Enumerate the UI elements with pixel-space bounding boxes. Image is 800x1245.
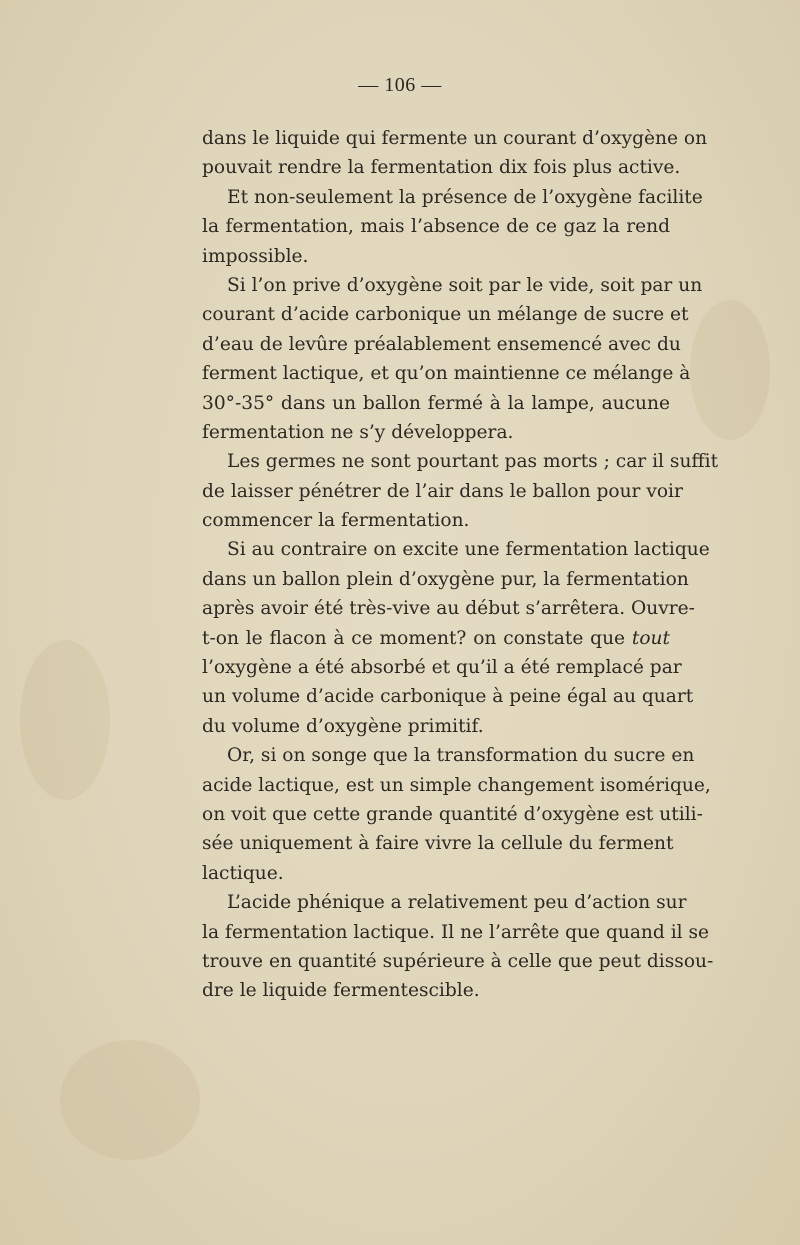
- text-line: après avoir été très-vive au début s’arrêtera. Ouvre-: [202, 598, 695, 620]
- text-line: Si au contraire on excite une fermentation lactique: [227, 539, 710, 561]
- body-text: [202, 124, 719, 1006]
- text-line: courant d’acide carbonique un mélange de sucre et: [202, 304, 689, 326]
- text-line: d’eau de levûre préalablement ensemencé avec du: [202, 333, 681, 355]
- paper-stain: [60, 1040, 200, 1160]
- text-line: dre le liquide fermentescible.: [202, 980, 480, 1002]
- text-line: de laisser pénétrer de l’air dans le ballon pour voir: [202, 480, 683, 502]
- text-line: lactique.: [202, 862, 284, 884]
- text-line: on voit que cette grande quantité d’oxygène est utili-: [202, 803, 703, 825]
- text-line: l’oxygène a été absorbé et qu’il a été remplacé par: [202, 657, 682, 679]
- text-line: dans un ballon plein d’oxygène pur, la fermentation: [202, 568, 689, 590]
- italic-word: tout: [631, 627, 670, 649]
- text-line: trouve en quantité supérieure à celle que peut dissou-: [202, 950, 714, 972]
- text-line: Or, si on songe que la transformation du sucre en: [227, 745, 695, 767]
- text-line: sée uniquement à faire vivre la cellule du ferment: [202, 833, 674, 855]
- text-line: un volume d’acide carbonique à peine égal au quart: [202, 686, 694, 708]
- paper-stain: [690, 300, 770, 440]
- text-line: Si l’on prive d’oxygène soit par le vide, soit par un: [227, 274, 703, 296]
- text-line: la fermentation lactique. Il ne l’arrête que quand il se: [202, 921, 710, 943]
- text-line: pouvait rendre la fermentation dix fois plus active.: [202, 157, 681, 179]
- text-line: 30°-35° dans un ballon fermé à la lampe, aucune: [202, 392, 670, 414]
- text-line: du volume d’oxygène primitif.: [202, 715, 484, 737]
- text-line: Les germes ne sont pourtant pas morts ; car il suffit: [227, 451, 719, 473]
- text-line: L’acide phénique a relativement peu d’action sur: [227, 892, 687, 914]
- text-line: acide lactique, est un simple changement isomérique,: [202, 774, 711, 796]
- text-line: impossible.: [202, 245, 309, 267]
- text-line: dans le liquide qui fermente un courant d’oxygène on: [202, 128, 708, 149]
- text-line: la fermentation, mais l’absence de ce gaz la rend: [202, 216, 670, 238]
- text-line: Et non-seulement la présence de l’oxygène facilite: [227, 186, 703, 208]
- page-number: — 106 —: [358, 74, 442, 96]
- text-line: commencer la fermentation.: [202, 510, 470, 532]
- paper-stain: [20, 640, 110, 800]
- text-line: ferment lactique, et qu’on maintienne ce mélange à: [202, 363, 691, 385]
- text-line: fermentation ne s’y développera.: [202, 421, 514, 443]
- text-line: t-on le flacon à ce moment? on constate que tout: [202, 627, 670, 649]
